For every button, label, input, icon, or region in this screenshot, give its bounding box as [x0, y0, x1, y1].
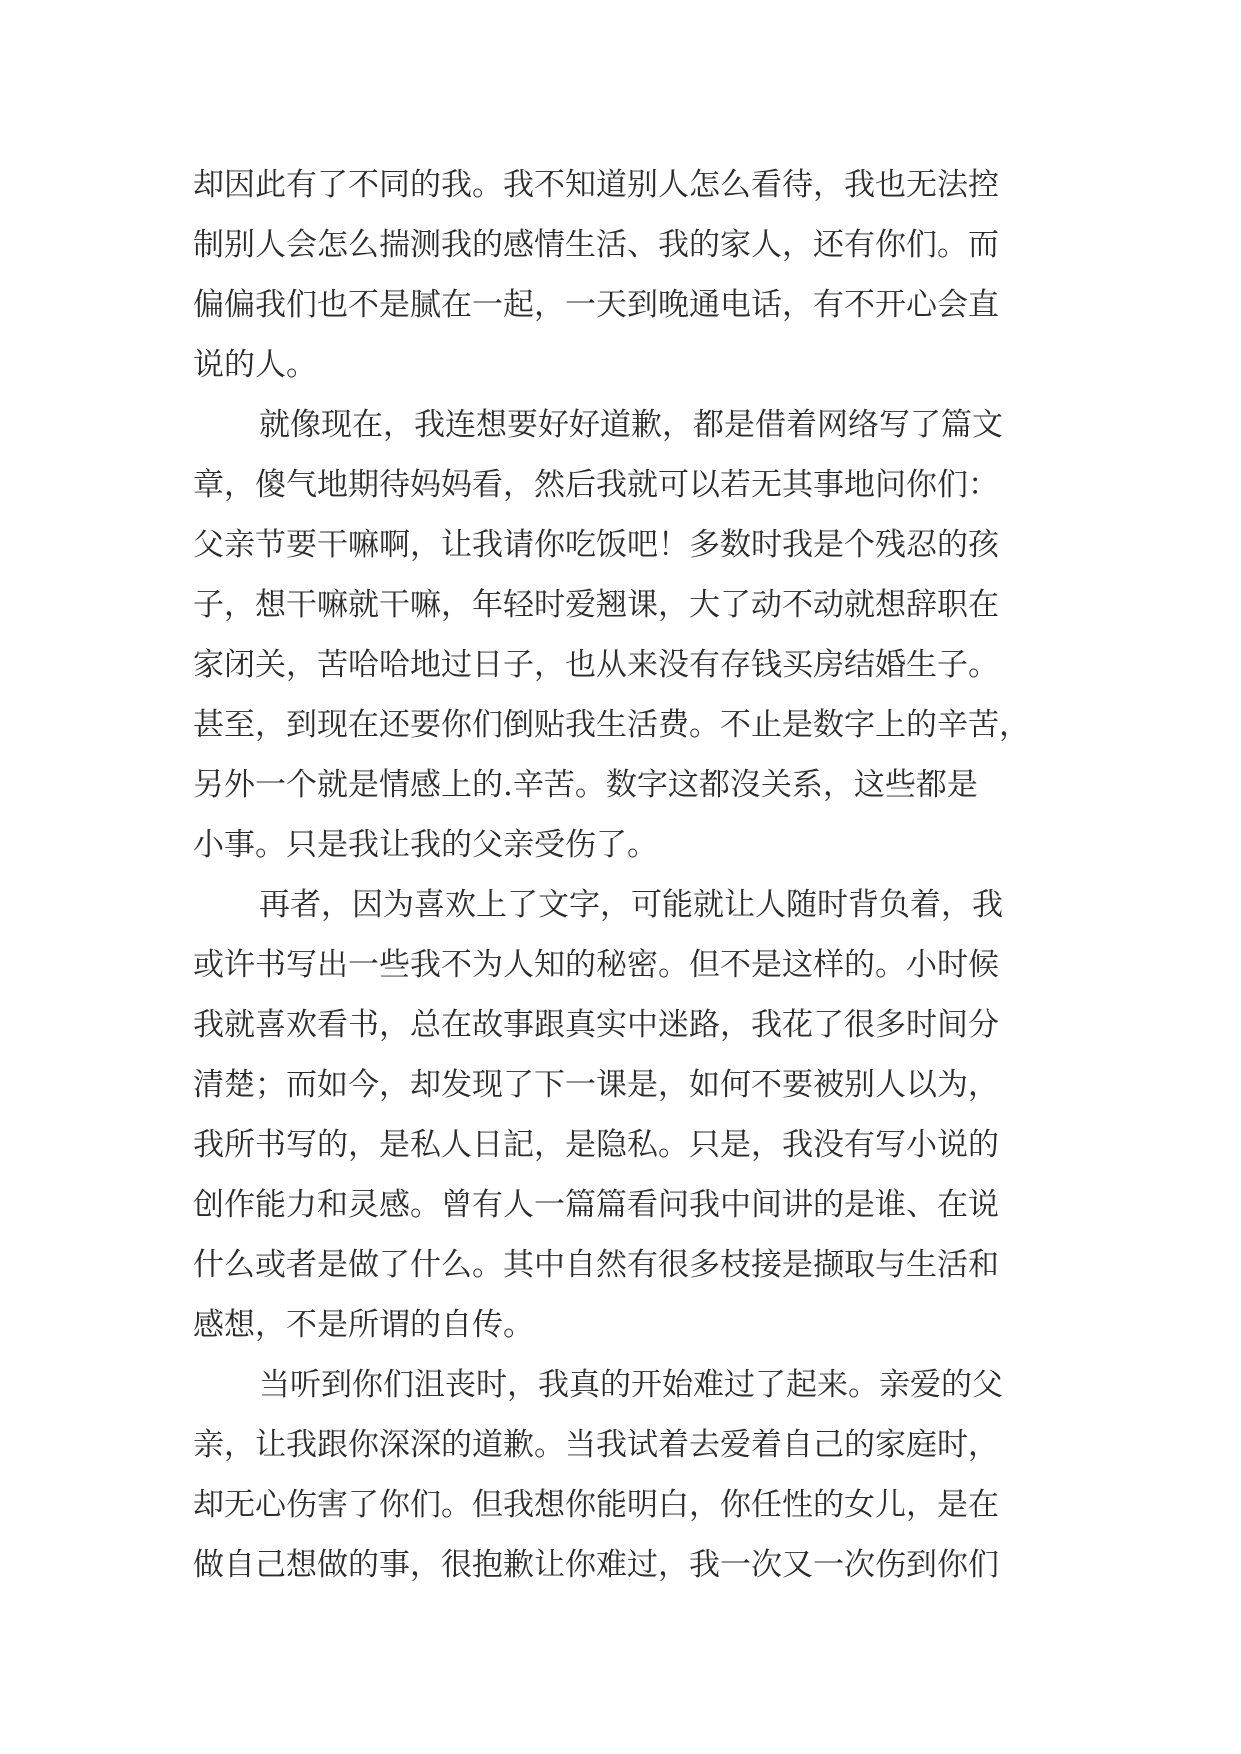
text-line: 亲，让我跟你深深的道歉。当我试着去爱着自己的家庭时，	[193, 1427, 999, 1463]
text-line: 制别人会怎么揣测我的感情生活、我的家人，还有你们。而	[193, 227, 999, 263]
text-line: 章，傻气地期待妈妈看，然后我就可以若无其事地问你们：	[193, 467, 999, 503]
text-line: 家闭关，苦哈哈地过日子，也从来没有存钱买房结婚生子。	[193, 647, 999, 683]
text-line: 或许书写出一些我不为人知的秘密。但不是这样的。小时候	[193, 947, 999, 983]
text-line: 偏偏我们也不是腻在一起，一天到晚通电话，有不开心会直	[193, 287, 999, 323]
text-line: 再者，因为喜欢上了文字，可能就让人随时背负着，我	[259, 887, 1003, 923]
text-line: 小事。只是我让我的父亲受伤了。	[193, 827, 658, 863]
text-line: 感想，不是所谓的自传。	[193, 1307, 534, 1343]
body-text	[193, 155, 1073, 1595]
paragraph-4	[193, 1355, 1073, 1595]
text-line: 甚至，到现在还要你们倒贴我生活费。不止是数字上的辛苦，	[193, 707, 1030, 743]
text-line: 什么或者是做了什么。其中自然有很多枝接是撷取与生活和	[193, 1247, 999, 1283]
text-line: 却因此有了不同的我。我不知道别人怎么看待，我也无法控	[193, 167, 999, 203]
text-line: 当听到你们沮丧时，我真的开始难过了起来。亲爱的父	[259, 1367, 1003, 1403]
text-line: 说的人。	[193, 347, 317, 383]
text-line: 创作能力和灵感。曾有人一篇篇看问我中间讲的是谁、在说	[193, 1187, 999, 1223]
paragraph-3	[193, 875, 1073, 1355]
text-line: 我就喜欢看书，总在故事跟真实中迷路，我花了很多时间分	[193, 1007, 999, 1043]
text-line: 却无心伤害了你们。但我想你能明白，你任性的女儿，是在	[193, 1487, 999, 1523]
paragraph-1	[193, 155, 1073, 395]
text-line: 子，想干嘛就干嘛，年轻时爱翘课，大了动不动就想辞职在	[193, 587, 999, 623]
text-line: 就像现在，我连想要好好道歉，都是借着网络写了篇文	[259, 407, 1003, 443]
text-line: 清楚；而如今，却发现了下一课是，如何不要被别人以为，	[193, 1067, 999, 1103]
paragraph-2	[193, 395, 1073, 875]
text-line: 我所书写的，是私人日記，是隐私。只是，我没有写小说的	[193, 1127, 999, 1163]
text-line: 父亲节要干嘛啊，让我请你吃饭吧！多数时我是个残忍的孩	[193, 527, 999, 563]
text-line: 另外一个就是情感上的.辛苦。数字这都沒关系，这些都是	[193, 767, 978, 803]
text-line: 做自己想做的事，很抱歉让你难过，我一次又一次伤到你们	[193, 1547, 999, 1583]
